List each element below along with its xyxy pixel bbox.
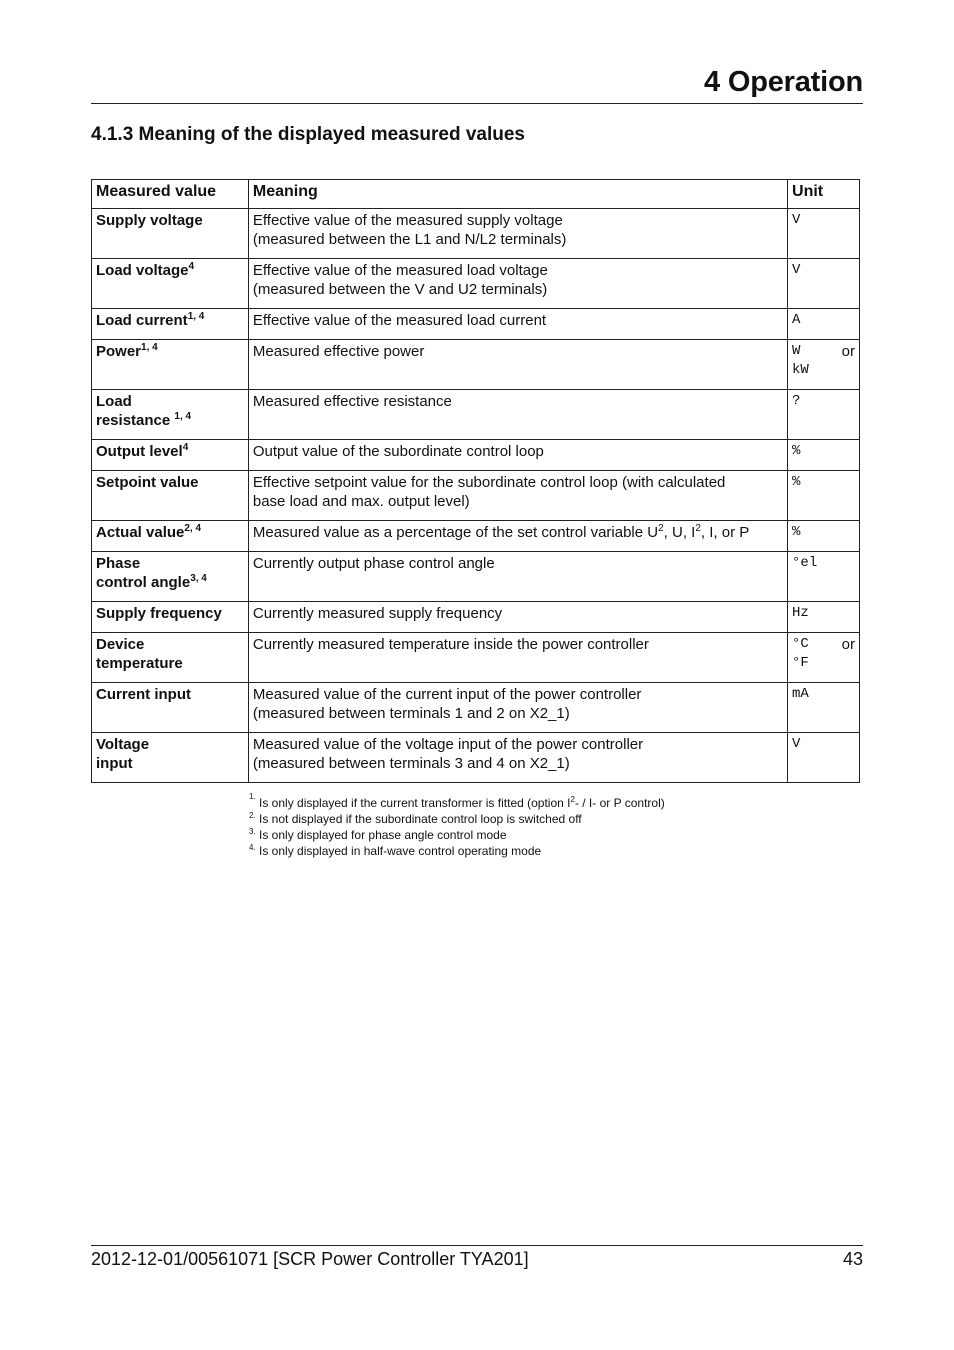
measured-value-cell	[92, 602, 249, 633]
section-heading: 4.1.3 Meaning of the displayed measured values	[91, 124, 525, 145]
meaning-cell	[248, 633, 787, 683]
measured-value-cell	[92, 521, 249, 552]
measured-value-cell	[92, 683, 249, 733]
unit-line	[792, 523, 855, 542]
footnote-item	[249, 792, 665, 811]
column-header-measured-value: Measured value	[92, 180, 249, 209]
meaning-text: Effective setpoint value for the subordinate control loop (with calculated	[252, 474, 726, 491]
measured-value-label: Output level	[96, 443, 183, 460]
measured-value-label: resistance	[96, 412, 175, 429]
footnote-item	[249, 811, 665, 827]
footnote-item	[249, 843, 665, 859]
unit-cell	[788, 309, 860, 340]
unit-value: A	[792, 312, 801, 328]
meaning-cell	[248, 552, 787, 602]
meaning-text: base load and max. output level)	[252, 493, 470, 510]
unit-value: Hz	[792, 605, 809, 621]
meaning-text: Measured effective power	[252, 343, 425, 360]
table-row	[92, 259, 860, 309]
unit-cell	[788, 259, 860, 309]
table-row	[92, 521, 860, 552]
superscript: 2	[658, 523, 664, 534]
unit-cell	[788, 683, 860, 733]
measured-value-cell	[92, 552, 249, 602]
table-row	[92, 340, 860, 390]
footer-page-number: 43	[842, 1249, 863, 1269]
unit-cell	[788, 633, 860, 683]
measured-value-cell	[92, 309, 249, 340]
meaning-cell	[248, 602, 787, 633]
unit-cell	[788, 340, 860, 390]
unit-line	[792, 361, 855, 380]
chapter-title: 4 Operation	[704, 66, 863, 98]
footnote-reference: 1, 4	[141, 342, 158, 353]
meaning-text: Output value of the subordinate control loop	[252, 443, 544, 460]
unit-line	[792, 554, 855, 573]
measured-value-label: Phase	[96, 555, 141, 572]
measured-value-label: Load voltage	[96, 262, 189, 279]
measured-value-label: temperature	[96, 655, 183, 672]
footnote-number: 1.	[249, 792, 256, 801]
unit-line	[792, 342, 855, 361]
unit-line	[792, 311, 855, 330]
footnote-text: Is not displayed if the subordinate control loop is switched off	[255, 812, 582, 826]
measured-value-label: Current input	[96, 686, 191, 703]
table-row	[92, 683, 860, 733]
meaning-text: Currently measured supply frequency	[252, 605, 503, 622]
meaning-cell	[248, 390, 787, 440]
table-body	[92, 209, 860, 783]
meaning-cell	[248, 440, 787, 471]
meaning-cell	[248, 209, 787, 259]
measured-value-cell	[92, 471, 249, 521]
unit-value: W	[792, 343, 801, 359]
meaning-text: (measured between terminals 1 and 2 on X2_1)	[252, 705, 570, 722]
measured-value-label: control angle	[96, 574, 191, 591]
footnote-reference: 2, 4	[184, 523, 202, 534]
table-row	[92, 390, 860, 440]
unit-cell	[788, 733, 860, 783]
measured-value-cell	[92, 733, 249, 783]
unit-value: °C	[792, 636, 809, 652]
measured-value-label: Actual value	[96, 524, 185, 541]
unit-value: °el	[792, 555, 818, 571]
unit-value: kW	[792, 362, 809, 378]
meaning-text: Measured effective resistance	[252, 393, 452, 410]
unit-line	[792, 211, 855, 230]
table-row	[92, 209, 860, 259]
unit-line	[792, 735, 855, 754]
meaning-text: Measured value of the voltage input of the power controller	[252, 736, 644, 753]
table-row	[92, 733, 860, 783]
measured-value-label: Power	[96, 343, 142, 360]
superscript: 2	[570, 795, 575, 804]
table-row	[92, 552, 860, 602]
measured-value-cell	[92, 390, 249, 440]
unit-cell	[788, 552, 860, 602]
unit-value: °F	[792, 655, 809, 671]
meaning-text: Currently measured temperature inside the power controller	[252, 636, 649, 653]
unit-value: %	[792, 443, 801, 459]
measured-value-label: Voltage	[96, 736, 150, 753]
unit-line	[792, 604, 855, 623]
footnote-number: 4.	[249, 843, 256, 852]
measured-value-label: input	[96, 755, 133, 772]
unit-cell	[788, 521, 860, 552]
meaning-cell	[248, 521, 787, 552]
measured-value-cell	[92, 340, 249, 390]
unit-line	[792, 635, 855, 654]
meaning-cell	[248, 259, 787, 309]
footnote-reference: 1, 4	[174, 411, 192, 422]
measured-value-cell	[92, 209, 249, 259]
table-row	[92, 633, 860, 683]
table-row	[92, 602, 860, 633]
unit-line	[792, 392, 855, 411]
unit-value: V	[792, 736, 801, 752]
unit-value: %	[792, 524, 801, 540]
unit-cell	[788, 440, 860, 471]
superscript: 2	[695, 523, 701, 534]
unit-cell	[788, 390, 860, 440]
meaning-text: Effective value of the measured load current	[252, 312, 547, 329]
meaning-text: (measured between the L1 and N/L2 terminals)	[252, 231, 567, 248]
table-row	[92, 440, 860, 471]
meaning-text: Effective value of the measured load voltage	[252, 262, 548, 279]
footnote-reference: 1, 4	[187, 311, 205, 322]
unit-line	[792, 261, 855, 280]
footnotes	[249, 792, 665, 859]
measured-value-label: Device	[96, 636, 145, 653]
measured-value-label: Load current	[96, 312, 188, 329]
column-header-meaning: Meaning	[248, 180, 787, 209]
measured-value-cell	[92, 259, 249, 309]
meaning-cell	[248, 471, 787, 521]
meaning-text: Measured value of the current input of the power controller	[252, 686, 642, 703]
unit-or-text: or	[841, 636, 855, 653]
footer-document-ref: 2012-12-01/00561071 [SCR Power Controller TYA201]	[91, 1249, 529, 1269]
table-header-row	[92, 180, 860, 209]
unit-value: V	[792, 262, 801, 278]
table-row	[92, 471, 860, 521]
unit-value: V	[792, 212, 801, 228]
measured-value-cell	[92, 633, 249, 683]
footnote-number: 2.	[249, 811, 256, 820]
meaning-text: Currently output phase control angle	[252, 555, 495, 572]
measured-value-label: Supply frequency	[96, 605, 222, 622]
unit-line	[792, 654, 855, 673]
meaning-cell	[248, 683, 787, 733]
footnote-reference: 4	[182, 442, 189, 453]
unit-value: ?	[792, 393, 801, 409]
unit-value: mA	[792, 686, 809, 702]
unit-line	[792, 685, 855, 704]
meaning-text: Effective value of the measured supply voltage	[252, 212, 563, 229]
meaning-text: (measured between the V and U2 terminals)	[252, 281, 548, 298]
meaning-cell	[248, 340, 787, 390]
meaning-text: , I, or P	[700, 524, 750, 541]
footnote-item	[249, 827, 665, 843]
measured-values-table	[91, 179, 860, 783]
footnote-number: 3.	[249, 827, 256, 836]
measured-value-cell	[92, 440, 249, 471]
measured-value-label: Setpoint value	[96, 474, 199, 491]
meaning-cell	[248, 733, 787, 783]
meaning-text: Measured value as a percentage of the set control variable U	[252, 524, 659, 541]
unit-value: %	[792, 474, 801, 490]
footnote-text: - / I- or P control)	[574, 796, 665, 810]
unit-or-text: or	[841, 343, 855, 360]
footnote-reference: 4	[188, 261, 195, 272]
column-header-unit: Unit	[788, 180, 860, 209]
footnote-text: Is only displayed in half-wave control operating mode	[255, 844, 542, 858]
unit-line	[792, 473, 855, 492]
unit-cell	[788, 471, 860, 521]
footer-rule	[91, 1245, 863, 1246]
unit-line	[792, 442, 855, 461]
unit-cell	[788, 602, 860, 633]
meaning-cell	[248, 309, 787, 340]
measured-value-label: Load	[96, 393, 132, 410]
header-rule	[91, 103, 863, 104]
meaning-text: (measured between terminals 3 and 4 on X2_1)	[252, 755, 570, 772]
measured-value-label: Supply voltage	[96, 212, 203, 229]
unit-cell	[788, 209, 860, 259]
meaning-text: , U, I	[663, 524, 696, 541]
footnote-reference: 3, 4	[190, 573, 207, 584]
footnote-text: Is only displayed if the current transformer is fitted (option I	[255, 796, 571, 810]
footnote-text: Is only displayed for phase angle control mode	[255, 828, 507, 842]
table-row	[92, 309, 860, 340]
